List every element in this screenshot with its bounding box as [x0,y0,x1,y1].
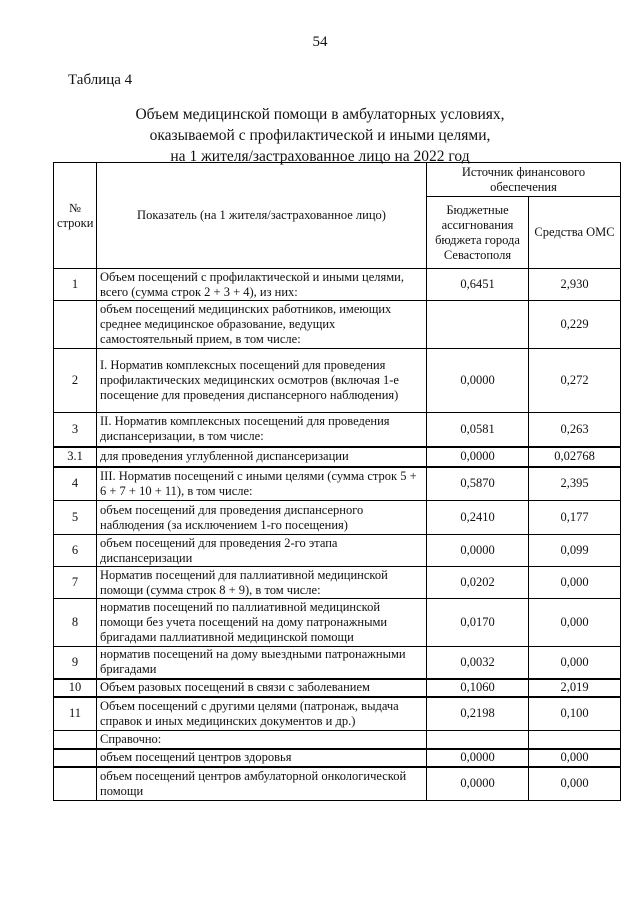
table-row [54,467,621,501]
document-title [0,104,640,167]
row-budget [427,731,529,749]
row-oms: 0,100 [529,697,621,731]
table-row [54,647,621,679]
row-oms: 0,000 [529,599,621,647]
row-oms: 0,229 [529,301,621,349]
row-num: 4 [54,467,97,501]
table-row [54,349,621,413]
row-budget: 0,0000 [427,767,529,801]
title-line: Объем медицинской помощи в амбулаторных условиях, [135,106,505,123]
table-row [54,535,621,567]
row-budget: 0,0000 [427,447,529,467]
row-num: 7 [54,567,97,599]
row-budget: 0,0000 [427,749,529,767]
table-row [54,767,621,801]
row-oms: 2,930 [529,269,621,301]
row-label: Объем посещений с другими целями (патронаж, выдача справок и иных медицинских документов и др.) [97,697,427,731]
row-label: III. Норматив посещений с иными целями (сумма строк 5 + 6 + 7 + 10 + 11), в том числе: [97,467,427,501]
row-label: объем посещений центров здоровья [97,749,427,767]
table-row [54,679,621,697]
row-num [54,767,97,801]
row-label: I. Норматив комплексных посещений для проведения профилактических медицинских осмотров (включая 1-е посещение для проведения диспансерного наблюдения) [97,349,427,413]
row-label: объем посещений для проведения диспансерного наблюдения (за исключением 1-го посещения) [97,501,427,535]
row-budget: 0,2198 [427,697,529,731]
row-label: Справочно: [97,731,427,749]
table-row [54,731,621,749]
row-oms: 0,263 [529,413,621,447]
table-label: Таблица 4 [68,72,133,88]
row-num [54,301,97,349]
header-indicator: Показатель (на 1 жителя/застрахованное лицо) [97,163,427,269]
row-oms: 0,000 [529,647,621,679]
row-oms: 0,177 [529,501,621,535]
row-label: Объем разовых посещений в связи с заболеванием [97,679,427,697]
table-row [54,269,621,301]
row-num: 6 [54,535,97,567]
row-oms: 0,272 [529,349,621,413]
row-oms: 2,395 [529,467,621,501]
title-line: оказываемой с профилактической и иными целями, [149,127,491,144]
row-num: 3.1 [54,447,97,467]
row-budget: 0,5870 [427,467,529,501]
table-row [54,447,621,467]
header-oms: Средства ОМС [529,197,621,269]
row-budget: 0,0581 [427,413,529,447]
row-oms: 2,019 [529,679,621,697]
row-budget: 0,0170 [427,599,529,647]
row-label: норматив посещений на дому выездными патронажными бригадами [97,647,427,679]
row-oms [529,731,621,749]
row-num: 1 [54,269,97,301]
row-label: для проведения углубленной диспансеризации [97,447,427,467]
table-row [54,599,621,647]
row-label: Объем посещений с профилактической и иными целями, всего (сумма строк 2 + 3 + 4), из них: [97,269,427,301]
row-oms: 0,099 [529,535,621,567]
row-num: 9 [54,647,97,679]
row-oms: 0,000 [529,749,621,767]
row-num: 2 [54,349,97,413]
row-label: объем посещений центров амбулаторной онкологической помощи [97,767,427,801]
row-budget: 0,0202 [427,567,529,599]
table-row [54,413,621,447]
table-row [54,501,621,535]
row-num: 3 [54,413,97,447]
page-number: 54 [312,34,328,50]
table-row [54,301,621,349]
row-num [54,749,97,767]
row-num [54,731,97,749]
row-budget: 0,0000 [427,535,529,567]
row-num: 5 [54,501,97,535]
row-oms: 0,000 [529,567,621,599]
row-budget: 0,6451 [427,269,529,301]
row-label: норматив посещений по паллиативной медицинской помощи без учета посещений на дому патронажными бригадами паллиативной медицинской помощи [97,599,427,647]
row-budget: 0,0000 [427,349,529,413]
row-num: 8 [54,599,97,647]
volume-table [53,162,621,801]
table-row [54,749,621,767]
row-label: объем посещений для проведения 2-го этапа диспансеризации [97,535,427,567]
table-row [54,697,621,731]
row-label: II. Норматив комплексных посещений для проведения диспансеризации, в том числе: [97,413,427,447]
row-budget: 0,2410 [427,501,529,535]
row-num: 10 [54,679,97,697]
header-source: Источник финансового обеспечения [427,163,621,197]
row-num: 11 [54,697,97,731]
row-budget: 0,0032 [427,647,529,679]
row-oms: 0,02768 [529,447,621,467]
row-oms: 0,000 [529,767,621,801]
title-line: на 1 жителя/застрахованное лицо на 2022 год [170,148,470,165]
row-label: объем посещений медицинских работников, имеющих среднее медицинское образование, ведущих самостоятельный прием, в том числе: [97,301,427,349]
row-budget: 0,1060 [427,679,529,697]
row-budget [427,301,529,349]
row-label: Норматив посещений для паллиативной медицинской помощи (сумма строк 8 + 9), в том числе: [97,567,427,599]
header-budget: Бюджетные ассигнования бюджета города Севастополя [427,197,529,269]
table-row [54,567,621,599]
header-num: № строки [54,163,97,269]
